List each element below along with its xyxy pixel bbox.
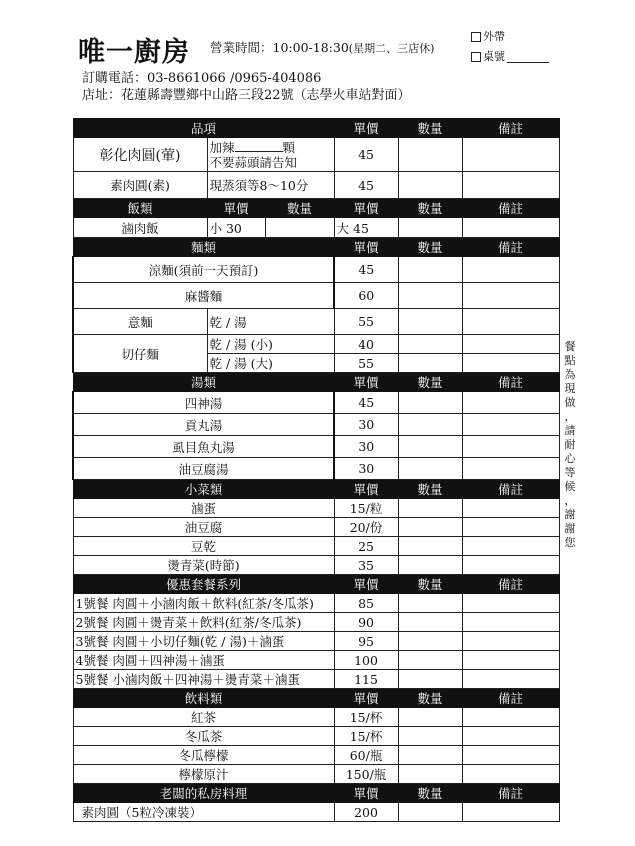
menu-row: [73, 309, 559, 335]
business-hours: [210, 38, 434, 56]
order-phone: 訂購電話：03-8661066 /0965-404086: [82, 71, 322, 86]
note-cell[interactable]: [462, 537, 559, 556]
note-cell[interactable]: [462, 499, 559, 518]
note-cell[interactable]: [462, 354, 559, 373]
qty-cell[interactable]: [398, 458, 462, 480]
section-header-drinks: [73, 689, 559, 708]
note-cell[interactable]: [462, 632, 559, 651]
col-note-header: 備註: [462, 199, 559, 218]
takeout-option[interactable]: [471, 27, 549, 47]
menu-row: [73, 436, 559, 458]
item-name: 素肉圓(素): [73, 172, 207, 199]
col-note-header: 備註: [462, 119, 559, 138]
menu-row: [73, 670, 559, 689]
section-header-noodles: [73, 238, 559, 257]
item-price: 30: [334, 414, 398, 436]
col-note-header: 備註: [462, 689, 559, 708]
side-note-char: 餐: [564, 340, 576, 353]
menu-row: [73, 138, 559, 172]
menu-row: [73, 746, 559, 765]
col-price-header: 單價: [334, 119, 398, 138]
side-note-char: ，: [564, 494, 576, 507]
section-title: 小菜類: [73, 480, 334, 499]
menu-header: [0, 0, 635, 118]
item-name: 素肉圓（5粒冷凍裝）: [73, 803, 334, 822]
col-qty-header: 數量: [398, 689, 462, 708]
menu-row: [73, 335, 559, 354]
store-address: 店址：花蓮縣壽豐鄉中山路三段22號（志學火車站對面）: [82, 88, 411, 103]
item-price: 100: [334, 651, 398, 670]
item-name: 意麵: [73, 309, 207, 335]
note-cell[interactable]: [462, 651, 559, 670]
section-header-soups: [73, 373, 559, 392]
item-name: 切仔麵: [73, 335, 207, 373]
col-price-header: 單價: [334, 373, 398, 392]
note-cell[interactable]: [462, 803, 559, 822]
qty-cell[interactable]: [398, 309, 462, 335]
menu-row: [73, 499, 559, 518]
note-cell[interactable]: [462, 392, 559, 414]
note-cell[interactable]: [462, 436, 559, 458]
qty-cell[interactable]: [398, 218, 462, 238]
col-qty-header: 數量: [398, 480, 462, 499]
col-price-header: 單價: [334, 238, 398, 257]
qty-cell[interactable]: [398, 172, 462, 199]
item-price: 115: [334, 670, 398, 689]
menu-row: [73, 727, 559, 746]
note-cell[interactable]: [462, 309, 559, 335]
item-name: 涼麵(須前一天預訂): [73, 257, 334, 283]
col-note-header: 備註: [462, 575, 559, 594]
spicy-count-field[interactable]: [235, 141, 283, 152]
item-price: 45: [334, 392, 398, 414]
menu-row: [73, 414, 559, 436]
col-price-header: 單價: [334, 784, 398, 803]
menu-row: [73, 803, 559, 822]
qty-cell[interactable]: [398, 354, 462, 373]
menu-row: [73, 632, 559, 651]
note-cell[interactable]: [462, 138, 559, 172]
col-qty-header: 數量: [398, 373, 462, 392]
item-name: 5號餐 小滷肉飯＋四神湯＋燙青菜＋滷蛋: [73, 670, 334, 689]
qty-cell[interactable]: [398, 257, 462, 283]
item-price: 35: [334, 556, 398, 575]
note-cell[interactable]: [462, 283, 559, 309]
col-price-header: 單價: [334, 199, 398, 218]
small-price: 小 30: [207, 218, 265, 238]
item-price: 45: [334, 257, 398, 283]
item-price: 15/粒: [334, 499, 398, 518]
section-header-combos: [73, 575, 559, 594]
item-name: 虱目魚丸湯: [73, 436, 334, 458]
note-cell[interactable]: [462, 727, 559, 746]
item-name: 燙青菜(時節): [73, 556, 334, 575]
note-cell[interactable]: [462, 746, 559, 765]
qty-cell[interactable]: [398, 518, 462, 537]
menu-row: [73, 594, 559, 613]
hours-text: 營業時間：10:00-18:30: [210, 40, 349, 55]
note-cell[interactable]: [462, 172, 559, 199]
col-qty-header: 數量: [398, 784, 462, 803]
side-note-char: ，: [564, 410, 576, 423]
item-price: 45: [334, 138, 398, 172]
col-note-header: 備註: [462, 238, 559, 257]
menu-row: [73, 257, 559, 283]
menu-row: [73, 537, 559, 556]
item-price: 60/瓶: [334, 746, 398, 765]
item-name: 油豆腐湯: [73, 458, 334, 480]
col-qty-header: 數量: [398, 119, 462, 138]
col-price-header: 單價: [207, 199, 265, 218]
note-cell[interactable]: [462, 708, 559, 727]
table-number-checkbox[interactable]: [471, 52, 481, 62]
note-cell[interactable]: [462, 594, 559, 613]
qty-cell[interactable]: [398, 138, 462, 172]
item-price: 90: [334, 613, 398, 632]
item-option: 現蒸須等8～10分: [207, 172, 334, 199]
item-name: 油豆腐: [73, 518, 334, 537]
item-name: 1號餐 肉圓＋小滷肉飯＋飲料(紅茶/冬瓜茶): [73, 594, 334, 613]
col-qty-header: 數量: [265, 199, 334, 218]
item-price: 40: [334, 335, 398, 354]
col-qty-header: 數量: [398, 238, 462, 257]
spicy-unit: 顆: [282, 139, 296, 155]
col-note-header: 備註: [462, 480, 559, 499]
item-name: 檸檬原汁: [73, 765, 334, 784]
col-qty-header: 數量: [398, 199, 462, 218]
qty-cell[interactable]: [265, 218, 334, 238]
item-name: 彰化肉圓(葷): [73, 138, 207, 172]
note-cell[interactable]: [462, 414, 559, 436]
side-note-char: 點: [564, 354, 576, 367]
note-cell[interactable]: [462, 518, 559, 537]
side-note-char: 候: [564, 480, 576, 493]
side-note-char: 請: [564, 424, 576, 437]
menu-row: [73, 458, 559, 480]
menu-row: [73, 708, 559, 727]
item-price: 55: [334, 309, 398, 335]
item-price: 25: [334, 537, 398, 556]
large-price: 大 45: [334, 218, 398, 238]
closed-days-note: (星期二、三店休): [348, 42, 435, 55]
section-header-side-dishes: [73, 480, 559, 499]
spicy-label: 加辣: [209, 139, 235, 155]
side-note-char: 做: [564, 396, 576, 409]
note-cell[interactable]: [462, 257, 559, 283]
qty-cell[interactable]: [398, 436, 462, 458]
menu-row: [73, 765, 559, 784]
menu-row: [73, 651, 559, 670]
qty-cell[interactable]: [398, 708, 462, 727]
item-name: 冬瓜檸檬: [73, 746, 334, 765]
item-name: 紅茶: [73, 708, 334, 727]
side-note-char: 等: [564, 466, 576, 479]
qty-cell[interactable]: [398, 803, 462, 822]
menu-row: [73, 518, 559, 537]
table-number-option[interactable]: [471, 47, 549, 67]
no-garlic-note: 不要蒜頭請告知: [209, 154, 298, 170]
item-price: 20/份: [334, 518, 398, 537]
qty-cell[interactable]: [398, 670, 462, 689]
note-cell[interactable]: [462, 765, 559, 784]
item-price: 200: [334, 803, 398, 822]
item-name: 滷蛋: [73, 499, 334, 518]
menu-row: [73, 172, 559, 199]
menu-order-table: [72, 118, 560, 822]
item-price: 60: [334, 283, 398, 309]
col-price-header: 單價: [334, 575, 398, 594]
side-note-char: 心: [564, 452, 576, 465]
side-note-char: 現: [564, 382, 576, 395]
section-title: 湯類: [73, 373, 334, 392]
col-price-header: 單價: [334, 480, 398, 499]
item-option: 乾 / 湯: [207, 309, 334, 335]
side-note-char: 您: [564, 536, 576, 549]
qty-cell[interactable]: [398, 632, 462, 651]
table-number-label: 桌號: [483, 50, 505, 63]
section-header-items: [73, 119, 559, 138]
qty-cell[interactable]: [398, 335, 462, 354]
section-title: 飲料類: [73, 689, 334, 708]
col-qty-header: 數量: [398, 575, 462, 594]
side-note-char: 為: [564, 368, 576, 381]
qty-cell[interactable]: [398, 499, 462, 518]
section-title: 麵類: [73, 238, 334, 257]
takeout-checkbox[interactable]: [471, 32, 481, 42]
item-option: 乾 / 湯 (小): [207, 335, 334, 354]
item-price: 55: [334, 354, 398, 373]
table-number-field[interactable]: [507, 52, 549, 63]
note-cell[interactable]: [462, 613, 559, 632]
qty-cell[interactable]: [398, 651, 462, 670]
item-name: 3號餐 肉圓＋小切仔麵(乾 / 湯)＋滷蛋: [73, 632, 334, 651]
section-title: 老闆的私房料理: [73, 784, 334, 803]
col-price-header: 單價: [334, 689, 398, 708]
item-name: 麻醬麵: [73, 283, 334, 309]
note-cell[interactable]: [462, 218, 559, 238]
item-price: 15/杯: [334, 708, 398, 727]
item-name: 4號餐 肉圓＋四神湯＋滷蛋: [73, 651, 334, 670]
qty-cell[interactable]: [398, 613, 462, 632]
menu-row: [73, 613, 559, 632]
menu-row: [73, 556, 559, 575]
section-header-rice: [73, 199, 559, 218]
note-cell[interactable]: [462, 458, 559, 480]
item-name: 冬瓜茶: [73, 727, 334, 746]
item-name: 貢丸湯: [73, 414, 334, 436]
takeout-label: 外帶: [483, 30, 505, 43]
menu-row: [73, 218, 559, 238]
side-note-char: 謝: [564, 508, 576, 521]
qty-cell[interactable]: [398, 392, 462, 414]
item-name: 豆乾: [73, 537, 334, 556]
section-title: 優惠套餐系列: [73, 575, 334, 594]
note-cell[interactable]: [462, 335, 559, 354]
qty-cell[interactable]: [398, 537, 462, 556]
item-price: 45: [334, 172, 398, 199]
item-name: 四神湯: [73, 392, 334, 414]
side-note: [563, 340, 577, 550]
item-option: [207, 138, 334, 172]
item-name: 2號餐 肉圓＋燙青菜＋飲料(紅茶/冬瓜茶): [73, 613, 334, 632]
qty-cell[interactable]: [398, 283, 462, 309]
qty-cell[interactable]: [398, 727, 462, 746]
col-note-header: 備註: [462, 373, 559, 392]
item-price: 85: [334, 594, 398, 613]
item-name: 滷肉飯: [73, 218, 207, 238]
item-price: 150/瓶: [334, 765, 398, 784]
qty-cell[interactable]: [398, 746, 462, 765]
col-note-header: 備註: [462, 784, 559, 803]
qty-cell[interactable]: [398, 765, 462, 784]
menu-row: [73, 283, 559, 309]
section-title: 飯類: [73, 199, 207, 218]
qty-cell[interactable]: [398, 594, 462, 613]
item-option: 乾 / 湯 (大): [207, 354, 334, 373]
side-note-char: 謝: [564, 522, 576, 535]
item-price: 15/杯: [334, 727, 398, 746]
note-cell[interactable]: [462, 670, 559, 689]
side-note-char: 耐: [564, 438, 576, 451]
note-cell[interactable]: [462, 556, 559, 575]
qty-cell[interactable]: [398, 414, 462, 436]
item-price: 30: [334, 436, 398, 458]
section-header-chef-special: [73, 784, 559, 803]
col-item-header: 品項: [73, 119, 334, 138]
item-price: 30: [334, 458, 398, 480]
menu-row: [73, 392, 559, 414]
qty-cell[interactable]: [398, 556, 462, 575]
order-type-options: [471, 27, 549, 67]
item-price: 95: [334, 632, 398, 651]
restaurant-logo: 唯一廚房: [78, 37, 190, 68]
